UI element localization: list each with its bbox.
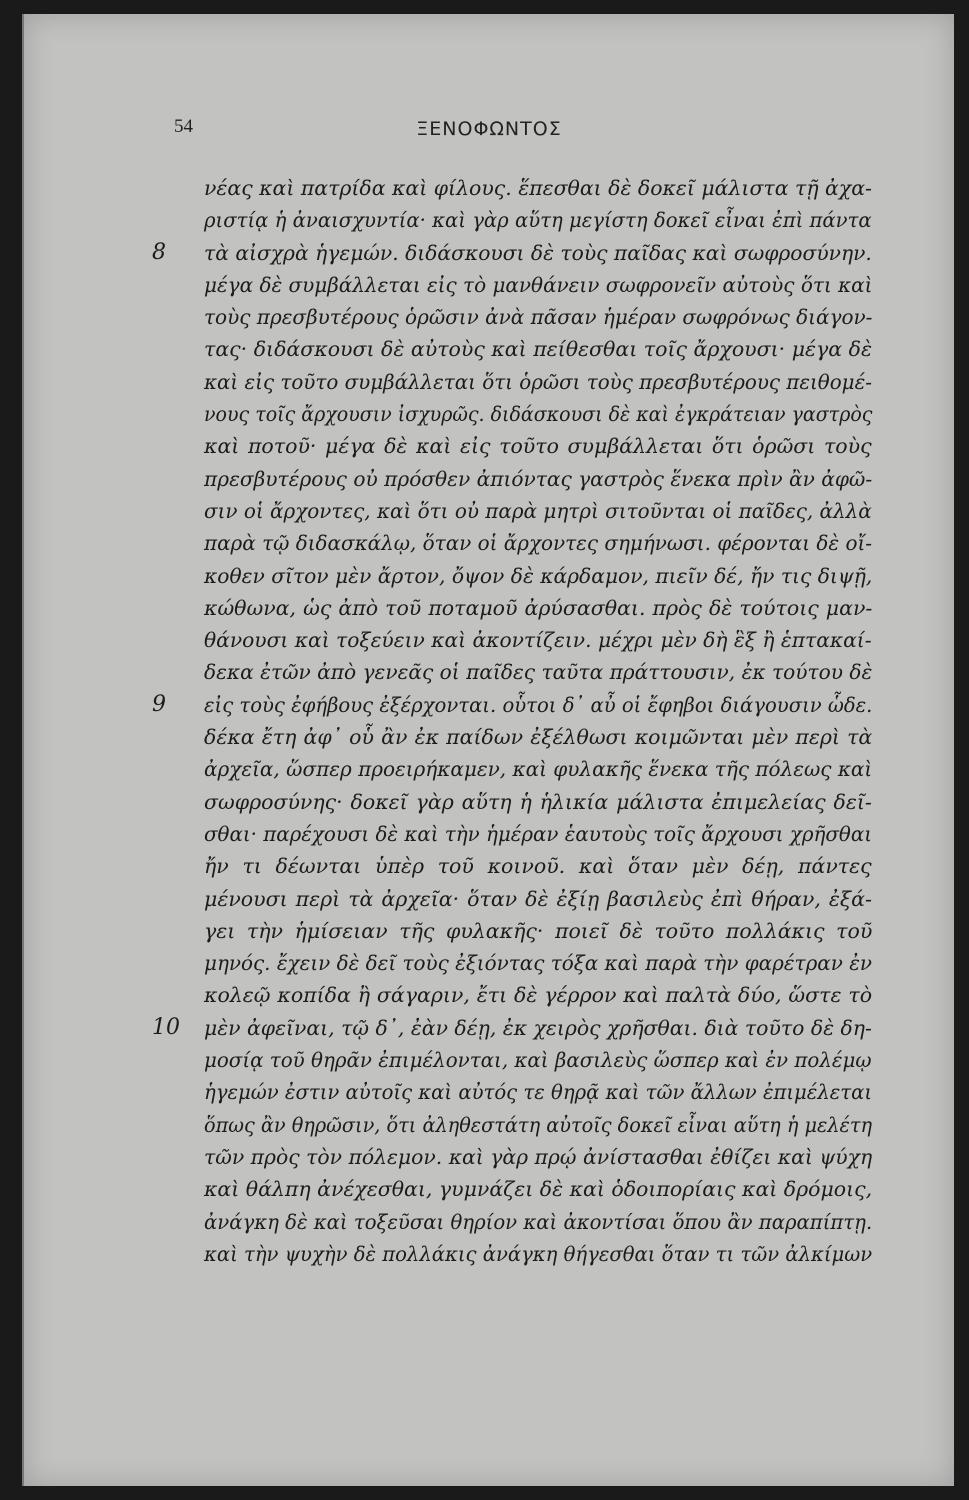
- text-line-content: ριστίᾳ ἡ ἀναισχυντία· καὶ γὰρ αὕτη μεγίστη δοκεῖ εἶναι ἐπὶ πάντα: [204, 208, 872, 233]
- text-line-content: νους τοῖς ἄρχουσιν ἰσχυρῶς. διδάσκουσι δὲ καὶ ἐγκράτειαν γαστρὸς: [204, 402, 873, 427]
- text-line-content: δεκα ἐτῶν ἀπὸ γενεᾶς οἱ παῖδες ταῦτα πράττουσιν, ἐκ τούτου δὲ: [204, 660, 873, 685]
- text-line: [204, 883, 872, 915]
- text-line: [204, 1238, 872, 1270]
- text-line-content: μένουσι περὶ τὰ ἀρχεῖα· ὅταν δὲ ἐξίῃ βασιλεὺς ἐπὶ θήραν, ἐξά-: [204, 886, 872, 911]
- text-line: [204, 850, 872, 882]
- text-line: [204, 624, 872, 656]
- text-line-content: τῶν πρὸς τὸν πόλεμον. καὶ γὰρ πρῴ ἀνίστασθαι ἐθίζει καὶ ψύχη: [204, 1144, 873, 1169]
- text-line: [204, 753, 872, 785]
- text-line-content: μέγα δὲ συμβάλλεται εἰς τὸ μανθάνειν σωφρονεῖν αὐτοὺς ὅτι καὶ: [204, 272, 873, 297]
- page-header: [24, 114, 954, 144]
- text-line: [204, 1206, 872, 1238]
- text-line: [204, 463, 872, 495]
- text-line: [204, 527, 872, 559]
- running-title: ΞΕΝΟΦΩΝΤΟΣ: [416, 118, 562, 140]
- text-line-content: μηνός. ἔχειν δὲ δεῖ τοὺς ἐξιόντας τόξα καὶ παρὰ τὴν φαρέτραν ἐν: [204, 951, 873, 976]
- section-number: 9: [152, 691, 166, 717]
- text-line: [204, 301, 872, 333]
- text-line-content: καὶ θάλπη ἀνέχεσθαι, γυμνάζει δὲ καὶ ὁδοιπορίαις καὶ δρόμοις,: [204, 1177, 873, 1202]
- text-line: [204, 1141, 872, 1173]
- text-line: [204, 979, 872, 1011]
- text-line-content: κοθεν σῖτον μὲν ἄρτον, ὄψον δὲ κάρδαμον, πιεῖν δέ, ἤν τις διψῇ,: [204, 563, 873, 588]
- text-line: [204, 1076, 872, 1108]
- text-line: [204, 1044, 872, 1076]
- text-line: [204, 495, 872, 527]
- page-number: 54: [174, 116, 193, 137]
- text-line: [204, 560, 872, 592]
- text-line-content: ἀνάγκη δὲ καὶ τοξεῦσαι θηρίον καὶ ἀκοντίσαι ὅπου ἂν παραπίπτῃ.: [204, 1209, 873, 1234]
- text-line-content: εἰς τοὺς ἐφήβους ἐξέρχονται. οὗτοι δ᾽ αὖ οἱ ἔφηβοι διάγουσιν ὧδε.: [204, 692, 873, 717]
- book-page: [22, 14, 954, 1486]
- text-line: [152, 237, 872, 269]
- text-line-content: νέας καὶ πατρίδα καὶ φίλους. ἕπεσθαι δὲ δοκεῖ μάλιστα τῇ ἀχα-: [204, 176, 872, 200]
- text-line: [152, 1012, 872, 1044]
- text-line-content: καὶ ποτοῦ· μέγα δὲ καὶ εἰς τοῦτο συμβάλλεται ὅτι ὁρῶσι τοὺς: [204, 434, 872, 459]
- section-number: 10: [152, 1014, 180, 1040]
- text-line: [204, 786, 872, 818]
- text-line-content: μὲν ἀφεῖναι, τῷ δ᾽, ἐὰν δέῃ, ἐκ χειρὸς χρῆσθαι. διὰ τοῦτο δὲ δη-: [204, 1015, 872, 1040]
- text-line-content: θάνουσι καὶ τοξεύειν καὶ ἀκοντίζειν. μέχρι μὲν δὴ ἓξ ἢ ἑπτακαί-: [204, 628, 872, 653]
- body-text: [152, 172, 873, 1270]
- text-line-content: κολεῷ κοπίδα ἢ σάγαριν, ἔτι δὲ γέρρον καὶ παλτὰ δύο, ὥστε τὸ: [204, 983, 873, 1008]
- text-line: [204, 269, 872, 301]
- text-line-content: καὶ εἰς τοῦτο συμβάλλεται ὅτι ὁρῶσι τοὺς πρεσβυτέρους πειθομέ-: [204, 369, 872, 394]
- text-line: [152, 689, 873, 721]
- text-line-content: καὶ τὴν ψυχὴν δὲ πολλάκις ἀνάγκη θήγεσθαι ὅταν τι τῶν ἀλκίμων: [204, 1241, 873, 1266]
- text-line: [204, 430, 872, 462]
- text-line-content: τοὺς πρεσβυτέρους ὁρῶσιν ἀνὰ πᾶσαν ἡμέραν σωφρόνως διάγον-: [204, 305, 873, 330]
- text-line-content: τὰ αἰσχρὰ ἡγεμών. διδάσκουσι δὲ τοὺς παῖδας καὶ σωφροσύνην.: [204, 240, 872, 265]
- text-line: [204, 172, 872, 204]
- text-line-content: κώθωνα, ὡς ἀπὸ τοῦ ποταμοῦ ἀρύσασθαι. πρὸς δὲ τούτοις μαν-: [204, 595, 873, 620]
- text-line-content: γει τὴν ἡμίσειαν τῆς φυλακῆς· ποιεῖ δὲ τοῦτο πολλάκις τοῦ: [204, 918, 873, 943]
- text-line-content: μοσίᾳ τοῦ θηρᾶν ἐπιμέλονται, καὶ βασιλεὺς ὥσπερ καὶ ἐν πολέμῳ: [204, 1048, 872, 1073]
- text-line-content: παρὰ τῷ διδασκάλῳ, ὅταν οἱ ἄρχοντες σημήνωσι. φέρονται δὲ οἴ-: [204, 531, 872, 556]
- text-line: [204, 204, 872, 236]
- text-line: [204, 915, 872, 947]
- text-line-content: ὅπως ἂν θηρῶσιν, ὅτι ἀληθεστάτη αὐτοῖς δοκεῖ εἶναι αὕτη ἡ μελέτη: [204, 1112, 873, 1137]
- text-line-content: πρεσβυτέρους οὐ πρόσθεν ἀπιόντας γαστρὸς ἕνεκα πρὶν ἂν ἀφῶ-: [204, 466, 873, 491]
- text-line-content: τας· διδάσκουσι δὲ αὐτοὺς καὶ πείθεσθαι τοῖς ἄρχουσι· μέγα δὲ: [204, 337, 872, 362]
- text-line-content: ἀρχεῖα, ὥσπερ προειρήκαμεν, καὶ φυλακῆς ἕνεκα τῆς πόλεως καὶ: [204, 757, 873, 782]
- text-line: [204, 398, 872, 430]
- section-number: 8: [152, 239, 166, 265]
- text-line: [204, 333, 872, 365]
- text-line: [204, 592, 872, 624]
- text-line: [204, 818, 872, 850]
- text-line: [204, 366, 872, 398]
- text-line-content: δέκα ἔτη ἀφ᾽ οὗ ἂν ἐκ παίδων ἐξέλθωσι κοιμῶνται μὲν περὶ τὰ: [204, 725, 873, 750]
- text-line: [204, 947, 872, 979]
- text-line: [204, 1109, 872, 1141]
- text-line: [204, 656, 872, 688]
- text-line-content: ἡγεμών ἐστιν αὐτοῖς καὶ αὐτός τε θηρᾷ καὶ τῶν ἄλλων ἐπιμέλεται: [204, 1080, 873, 1105]
- text-line: [204, 721, 872, 753]
- text-line-content: σθαι· παρέχουσι δὲ καὶ τὴν ἡμέραν ἑαυτοὺς τοῖς ἄρχουσι χρῆσθαι: [204, 821, 872, 846]
- text-line-content: σιν οἱ ἄρχοντες, καὶ ὅτι οὐ παρὰ μητρὶ σιτοῦνται οἱ παῖδες, ἀλλὰ: [204, 498, 872, 523]
- text-line-content: ἤν τι δέωνται ὑπὲρ τοῦ κοινοῦ. καὶ ὅταν μὲν δέῃ, πάντες: [204, 854, 872, 879]
- text-line: [204, 1173, 872, 1205]
- text-line-content: σωφροσύνης· δοκεῖ γὰρ αὕτη ἡ ἡλικία μάλιστα ἐπιμελείας δεῖ-: [204, 789, 872, 814]
